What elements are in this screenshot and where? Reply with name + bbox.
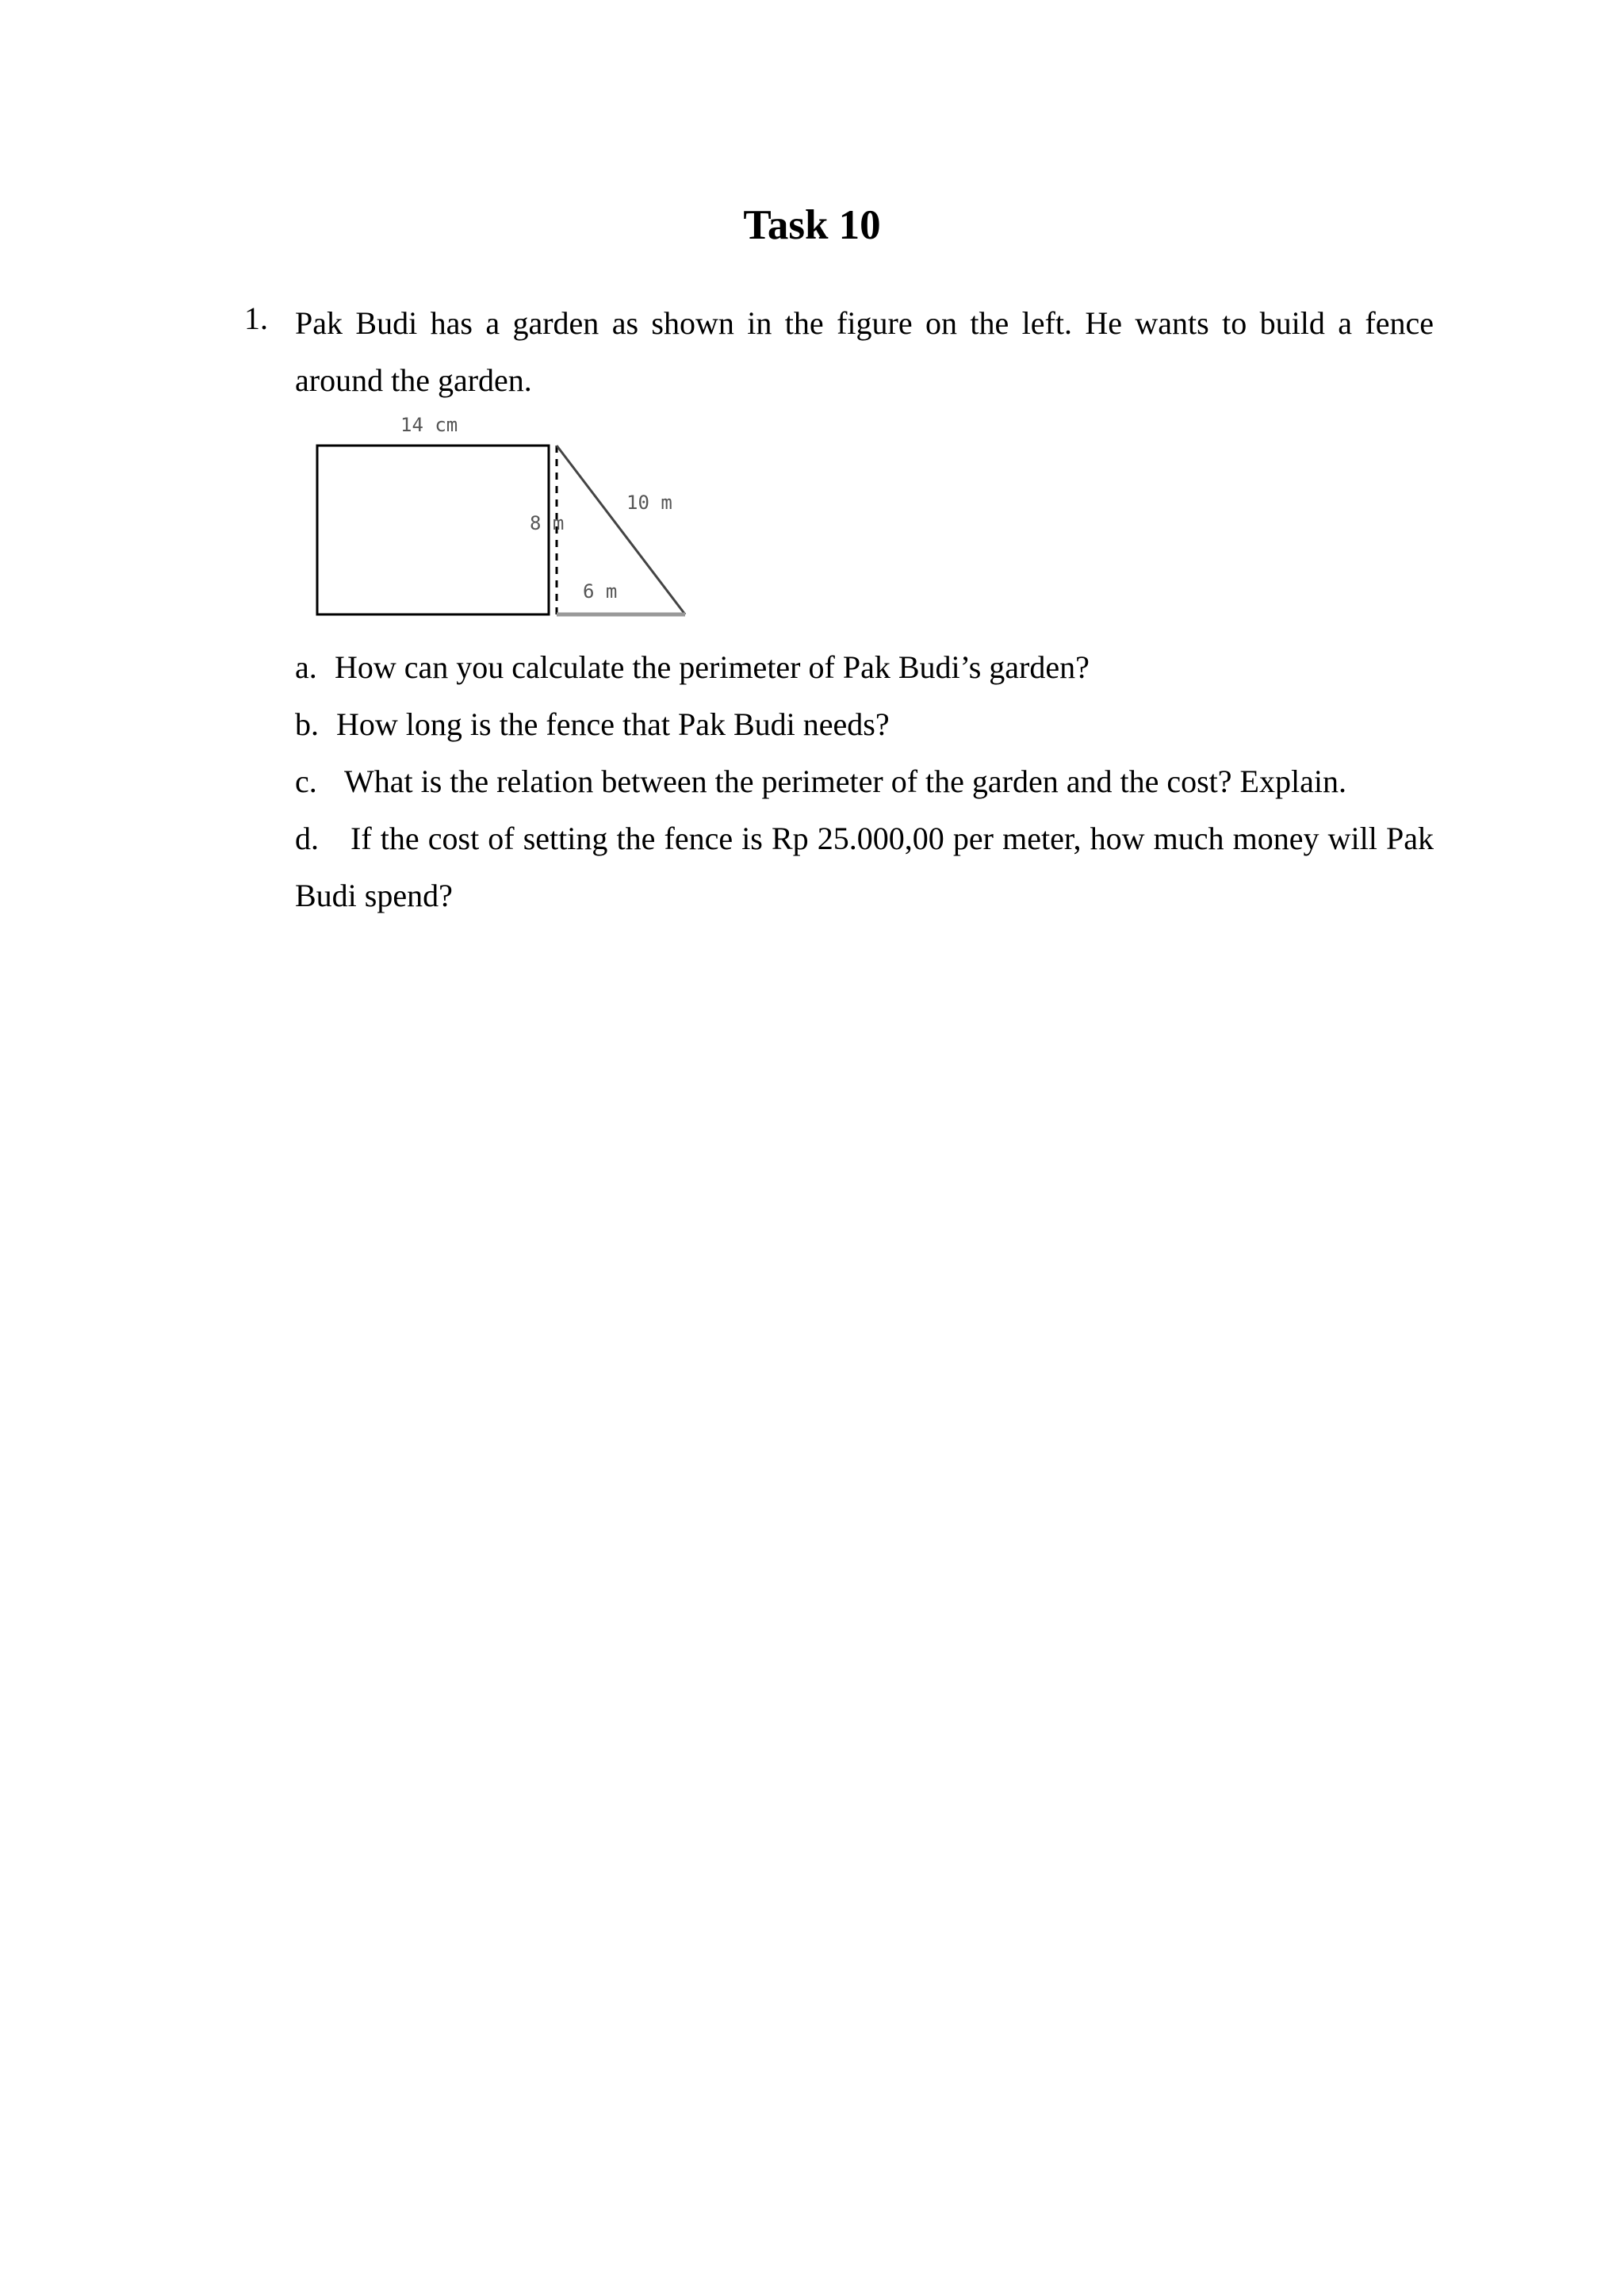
question-c-text: What is the relation between the perimeter of the garden and the cost? Explain. — [344, 763, 1346, 799]
question-a — [295, 639, 1434, 696]
question-d — [295, 810, 1434, 924]
question-c — [295, 753, 1434, 810]
question-b — [295, 696, 1434, 753]
label-top-length: 14 cm — [400, 414, 458, 436]
question-a-text: How can you calculate the perimeter of Pak Budi’s garden? — [335, 649, 1090, 685]
question-d-text: If the cost of setting the fence is Rp 25.000,00 per meter, how much money will Pak Budi spend? — [295, 821, 1434, 913]
problem-text: Pak Budi has a garden as shown in the figure on the left. He wants to build a fence around the garden. — [295, 305, 1434, 398]
question-a-letter: a. — [295, 649, 317, 685]
question-b-letter: b. — [295, 706, 319, 742]
hypotenuse-line — [557, 446, 685, 614]
problem-number: 1. — [244, 300, 268, 336]
question-c-letter: c. — [295, 763, 317, 799]
label-height: 8 m — [530, 512, 565, 534]
garden-figure — [309, 412, 698, 626]
garden-rectangle — [317, 446, 549, 614]
page-title: Task 10 — [743, 202, 881, 248]
label-base: 6 m — [583, 580, 618, 603]
question-d-letter: d. — [295, 821, 319, 856]
label-hypotenuse: 10 m — [626, 492, 672, 514]
question-b-text: How long is the fence that Pak Budi needs? — [336, 706, 890, 742]
